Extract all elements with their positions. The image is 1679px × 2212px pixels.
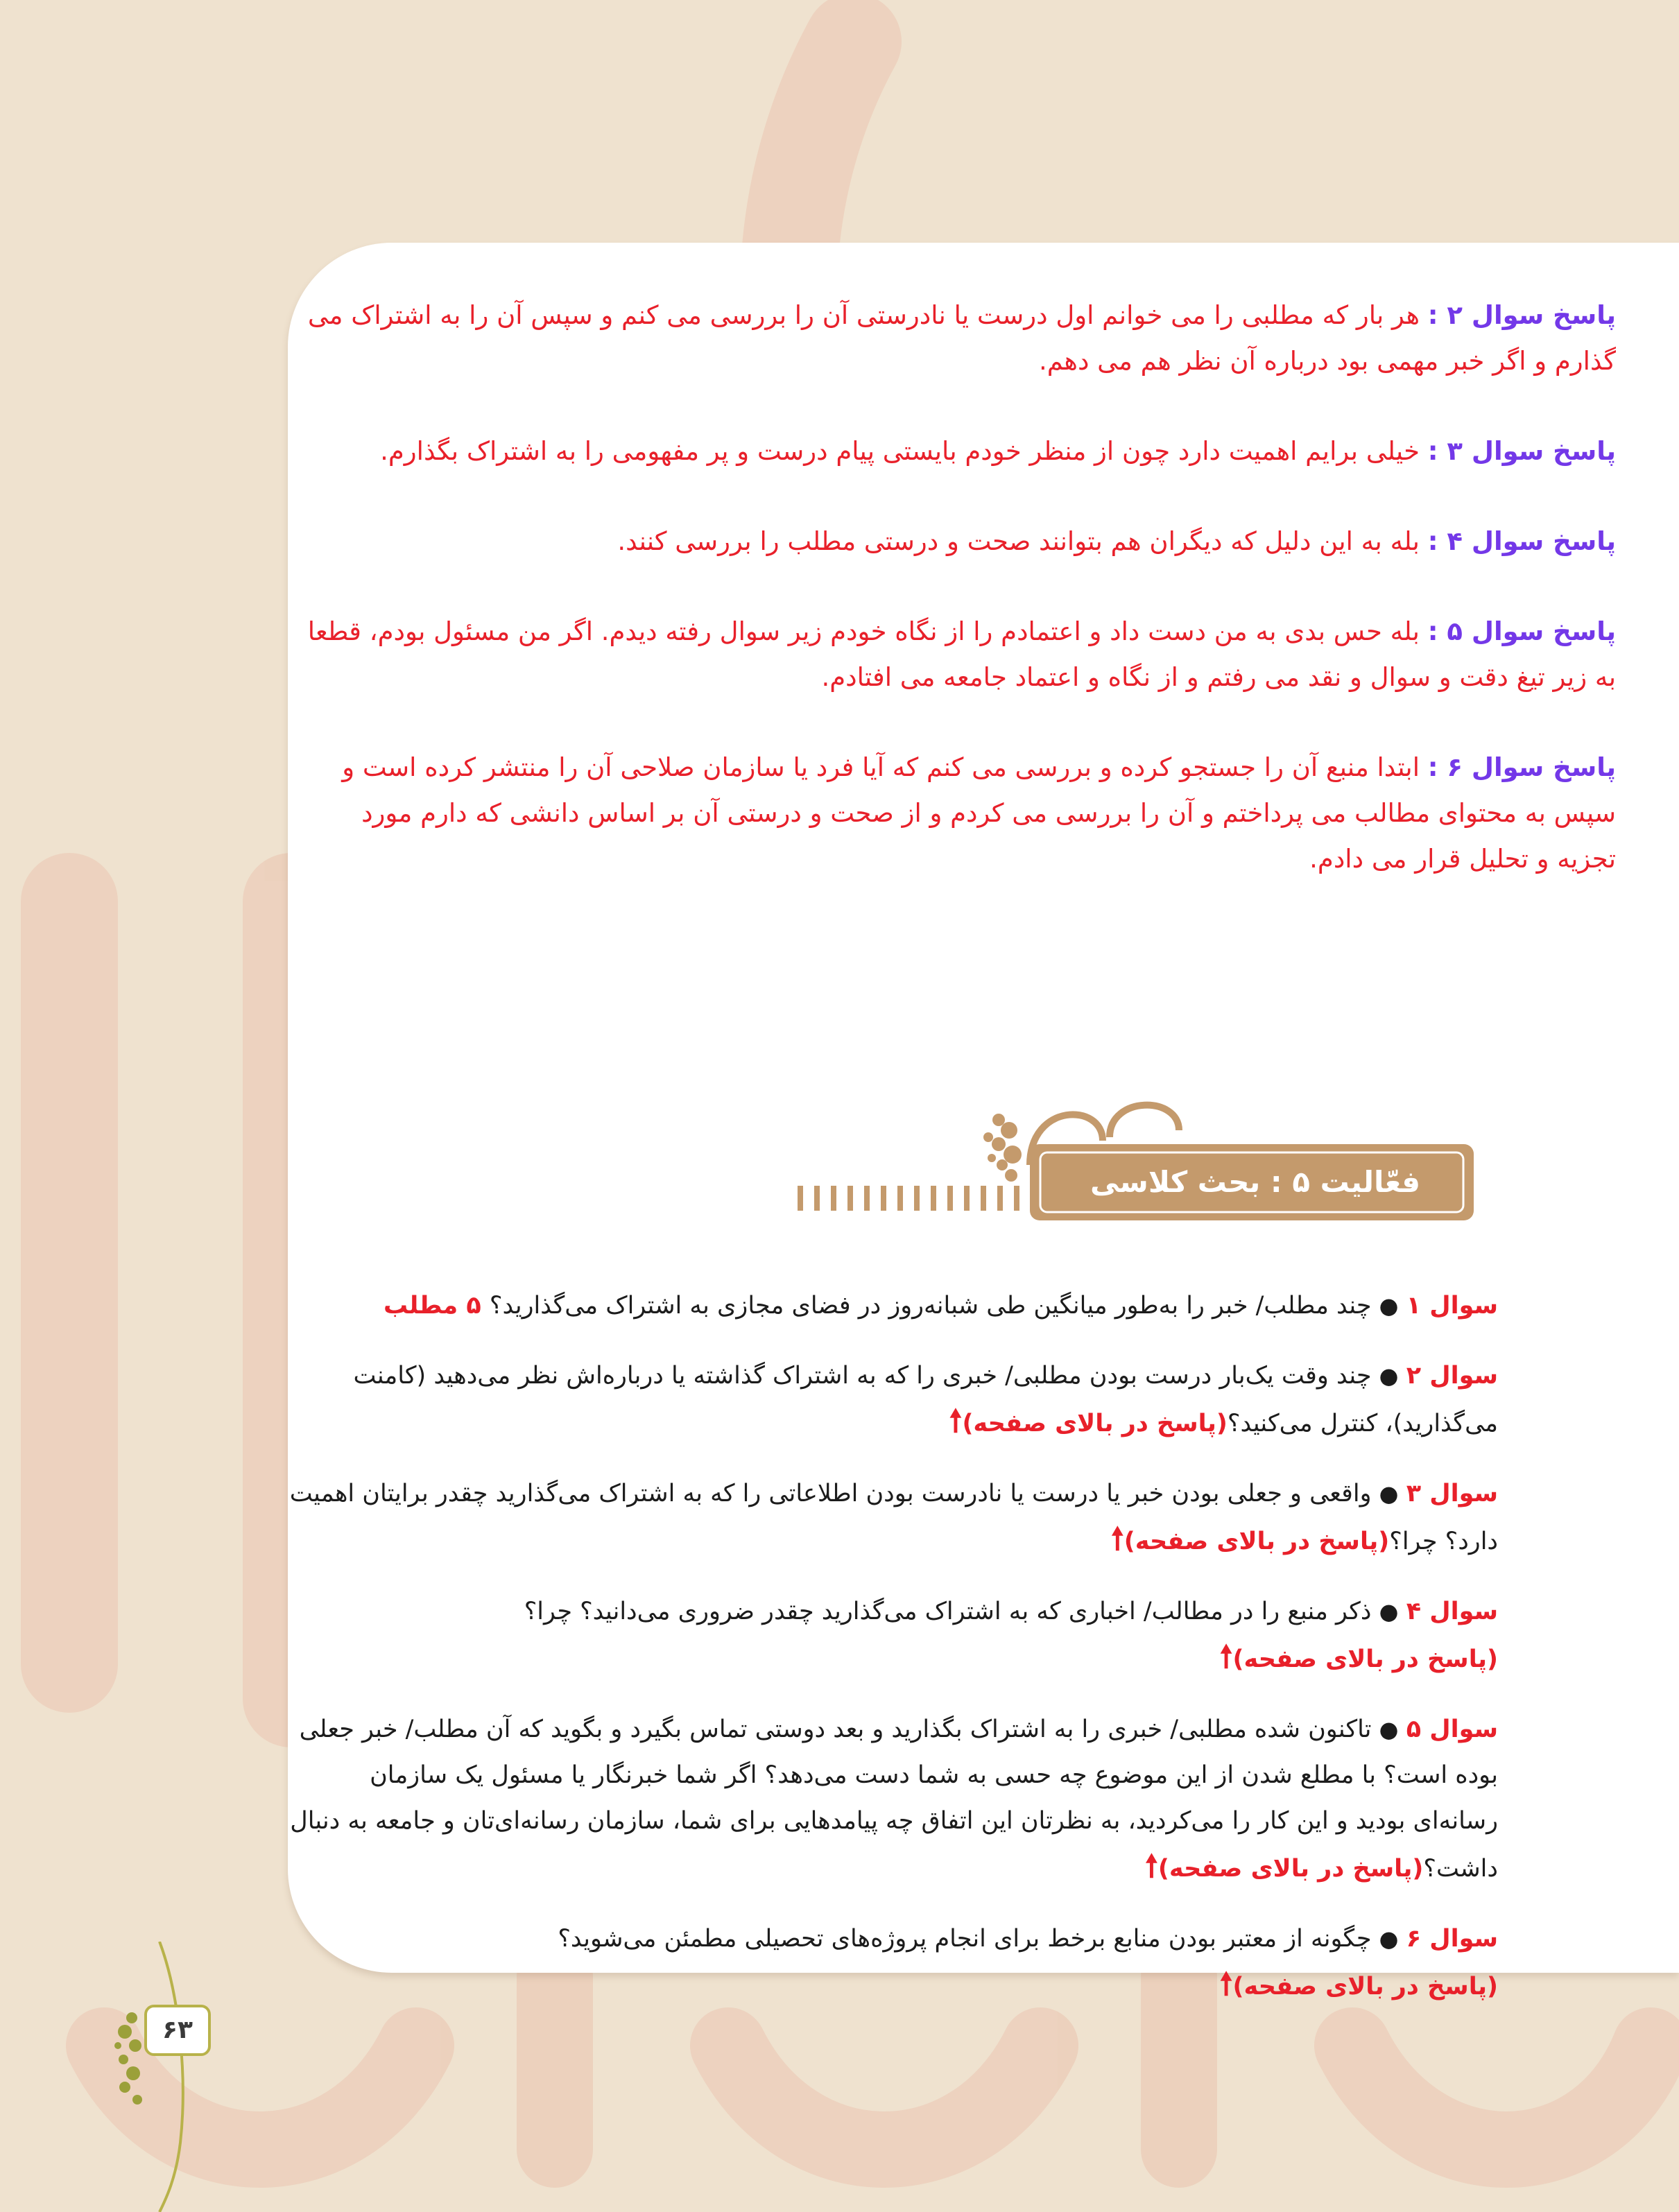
question-1 [284,1283,1498,1329]
bullet-icon: ● [1379,1716,1399,1743]
bullet-icon: ● [1379,1293,1399,1319]
question-text: چند مطلب/ خبر را به‌طور میانگین طی شبانه‌روز در فضای مجازی به اشتراک می‌گذارید؟ [489,1292,1379,1320]
question-3 [284,1471,1498,1564]
page-number-ornament [104,1942,229,2212]
questions-section [284,1259,1498,2034]
activity-title: فعّالیت ۵ : بحث کلاسی [1090,1165,1420,1199]
question-2 [284,1353,1498,1446]
arrow-up-icon: 🠕 [1219,1967,1233,2002]
answer-text: ابتدا منبع آن را جستجو کرده و بررسی می کنم که آیا فرد یا سازمان صلاحی آن را منتشر کرده است و سپس به محتوای مطالب می پرداختم و آن را بررسی می کردم و از صحت و درستی آن بر اساس دانشی که دارم مورد تجزیه و تحلیل قرار می دادم. [342,752,1616,874]
answer-text: خیلی برایم اهمیت دارد چون از منظر خودم بایستی پیام درست و پر مفهومی را به اشتراک بگذارم. [380,436,1428,466]
answer-label: پاسخ سوال ۴ : [1427,526,1616,556]
answers-section [298,267,1616,926]
answer-text: بله حس بدی به من دست داد و اعتمادم را از نگاه خودم زیر سوال رفته دیدم. اگر من مسئول بودم، قطعا به زیر تیغ دقت و سوال و نقد می رفتم و از نگاه و اعتماد جامعه می افتادم. [307,616,1616,692]
question-text: چگونه از معتبر بودن منابع برخط برای انجام پروژه‌های تحصیلی مطمئن می‌شوید؟ [558,1925,1379,1953]
question-text: ذکر منبع را در مطالب/ اخباری که به اشتراک می‌گذارید چقدر ضروری می‌دانید؟ چرا؟ [524,1598,1379,1625]
bullet-icon: ● [1379,1598,1399,1625]
arrow-up-icon: 🠕 [949,1403,963,1439]
page-number: ۶۳ [162,2016,193,2044]
question-label: سوال ۱ [1406,1292,1498,1320]
answer-inline: ۵ مطلب [384,1292,490,1320]
question-text: تاکنون شده مطلبی/ خبری را به اشتراک بگذارید و بعد دوستی تماس بگیرد و بگوید که آن مطلب/ خبر جعلی بوده است؟ با مطلع شدن از این موضوع چه حسی به شما دست می‌دهد؟ اگر شما خبرنگار یا مسئول یک سازمان رسانه‌ای بودید و این کار را می‌کردید، به نظرتان این اتفاق چه پیامدهایی برای شما، سازمان رسانه‌ای‌تان و جامعه به دنبال داشت؟ [290,1716,1498,1883]
question-label: سوال ۳ [1406,1480,1498,1507]
answer-reference-link[interactable]: (پاسخ در بالای صفحه) [962,1410,1228,1437]
arrow-up-icon: 🠕 [1110,1521,1124,1557]
answer-reference-link[interactable]: (پاسخ در بالای صفحه) [1123,1528,1390,1555]
question-label: سوال ۶ [1406,1925,1498,1953]
question-label: سوال ۵ [1406,1716,1498,1743]
arrow-up-icon: 🠕 [1219,1639,1233,1675]
answer-5 [298,609,1616,700]
answer-label: پاسخ سوال ۲ : [1427,300,1616,330]
question-6 [284,1916,1498,2010]
question-4 [284,1589,1498,1682]
answer-label: پاسخ سوال ۵ : [1427,616,1616,646]
answer-reference-link[interactable]: (پاسخ در بالای صفحه) [1157,1855,1424,1883]
bullet-icon: ● [1379,1363,1399,1389]
question-5 [284,1706,1498,1892]
question-label: سوال ۲ [1406,1362,1498,1390]
answer-label: پاسخ سوال ۳ : [1427,436,1616,466]
bullet-icon: ● [1379,1926,1399,1952]
answer-4 [298,519,1616,564]
question-text: واقعی و جعلی بودن خبر یا درست یا نادرست بودن اطلاعاتی را که به اشتراک می‌گذارید چقدر برایتان اهمیت دارد؟ چرا؟ [289,1480,1498,1555]
bullet-icon: ● [1379,1480,1399,1507]
question-label: سوال ۴ [1406,1598,1498,1625]
question-text: چند وقت یک‌بار درست بودن مطلبی/ خبری را که به اشتراک گذاشته یا درباره‌اش نظر می‌دهید (کامنت می‌گذارید)، کنترل می‌کنید؟ [353,1362,1498,1437]
answer-reference-link[interactable]: (پاسخ در بالای صفحه) [1232,1973,1498,2001]
answer-reference-link[interactable]: (پاسخ در بالای صفحه) [1232,1645,1498,1673]
answer-text: بله به این دلیل که دیگران هم بتوانند صحت و درستی مطلب را بررسی کنند. [617,526,1428,556]
answer-3 [298,429,1616,474]
answer-text: هر بار که مطلبی را می خوانم اول درست یا نادرستی آن را بررسی می کنم و سپس آن را به اشتراک می گذارم و اگر خبر مهمی بود درباره آن نظر هم می دهم. [307,300,1616,376]
answer-6 [298,745,1616,882]
answer-label: پاسخ سوال ۶ : [1427,752,1616,782]
answer-2 [298,293,1616,384]
arrow-up-icon: 🠕 [1145,1849,1158,1884]
